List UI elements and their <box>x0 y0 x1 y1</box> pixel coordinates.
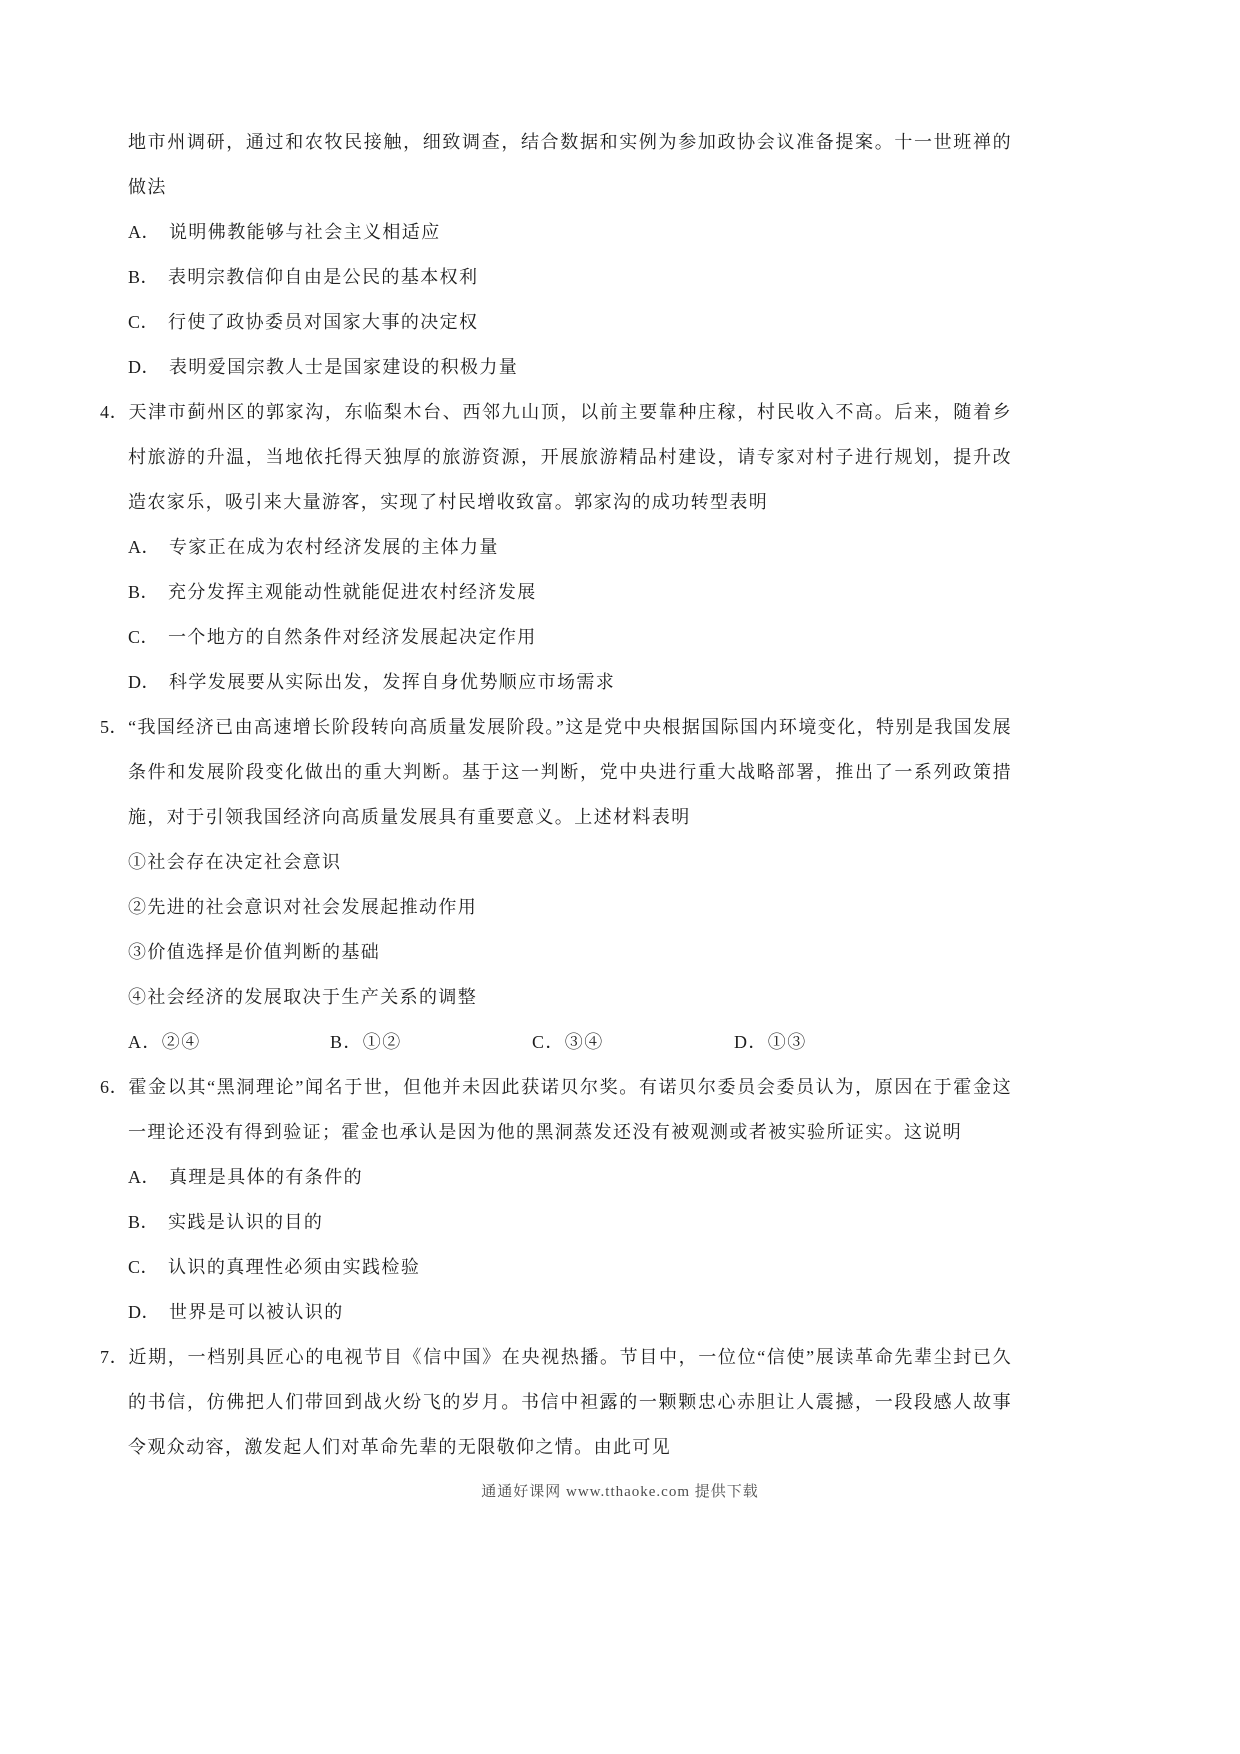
question-text: “我国经济已由高速增长阶段转向高质量发展阶段。”这是党中央根据国际国内环境变化，特别是我国发展条件和发展阶段变化做出的重大判断。基于这一判断，党中央进行重大战略部署，推出了一系列政策措施，对于引领我国经济向高质量发展具有重要意义。上述材料表明 <box>128 717 1013 827</box>
option-label: D． <box>128 1302 160 1322</box>
question-block <box>100 1335 1012 1470</box>
option-line <box>100 1200 1012 1245</box>
choices-row <box>100 1020 1012 1065</box>
question-number: 5． <box>100 717 129 737</box>
option-text: 行使了政协委员对国家大事的决定权 <box>168 312 479 332</box>
option-line <box>100 255 1012 300</box>
question-block <box>100 1065 1012 1155</box>
option-text: 充分发挥主观能动性就能促进农村经济发展 <box>168 582 537 602</box>
footer-text: 通通好课网 www.tthaoke.com 提供下载 <box>481 1484 759 1500</box>
choice-item: B．①② <box>330 1032 402 1052</box>
option-label: A． <box>128 1167 160 1187</box>
option-label: D． <box>128 357 160 377</box>
statement-line: ④社会经济的发展取决于生产关系的调整 <box>128 987 478 1007</box>
option-line <box>100 1245 1012 1290</box>
option-label: C． <box>128 312 160 332</box>
option-line <box>100 1155 1012 1200</box>
option-line <box>100 210 1012 255</box>
option-label: C． <box>128 627 160 647</box>
option-text: 表明宗教信仰自由是公民的基本权利 <box>168 267 479 287</box>
question-number: 4． <box>100 402 129 422</box>
question-number: 6． <box>100 1077 129 1097</box>
option-line <box>100 525 1012 570</box>
option-label: D． <box>128 672 160 692</box>
option-text: 一个地方的自然条件对经济发展起决定作用 <box>168 627 537 647</box>
choice-item: C．③④ <box>532 1032 604 1052</box>
continuation-text: 地市州调研，通过和农牧民接触，细致调查，结合数据和实例为参加政协会议准备提案。十一世班禅的做法 <box>128 132 1012 197</box>
option-line <box>100 1290 1012 1335</box>
option-line <box>100 615 1012 660</box>
option-line <box>100 300 1012 345</box>
option-text: 专家正在成为农村经济发展的主体力量 <box>169 537 499 557</box>
option-label: A． <box>128 537 160 557</box>
option-text: 说明佛教能够与社会主义相适应 <box>169 222 441 242</box>
option-line <box>100 345 1012 390</box>
statement-line: ③价值选择是价值判断的基础 <box>128 942 381 962</box>
page-footer <box>0 1480 1240 1501</box>
question-text: 天津市蓟州区的郭家沟，东临梨木台、西邻九山顶，以前主要靠种庄稼，村民收入不高。后来，随着乡村旅游的升温，当地依托得天独厚的旅游资源，开展旅游精品村建设，请专家对村子进行规划，提升改造农家乐，吸引来大量游客，实现了村民增收致富。郭家沟的成功转型表明 <box>128 402 1013 512</box>
option-label: C． <box>128 1257 160 1277</box>
question-text: 近期，一档别具匠心的电视节目《信中国》在央视热播。节目中，一位位“信使”展读革命先辈尘封已久的书信，仿佛把人们带回到战火纷飞的岁月。书信中袒露的一颗颗忠心赤胆让人震撼，一段段感人故事令观众动容，激发起人们对革命先辈的无限敬仰之情。由此可见 <box>128 1347 1013 1457</box>
option-label: B． <box>128 267 160 287</box>
option-text: 真理是具体的有条件的 <box>169 1167 363 1187</box>
option-line <box>100 660 1012 705</box>
choice-item: D．①③ <box>734 1032 807 1052</box>
question-block <box>100 390 1012 525</box>
option-text: 实践是认识的目的 <box>168 1212 324 1232</box>
option-text: 世界是可以被认识的 <box>169 1302 344 1322</box>
option-text: 认识的真理性必须由实践检验 <box>168 1257 421 1277</box>
option-label: B． <box>128 582 160 602</box>
statement-line: ②先进的社会意识对社会发展起推动作用 <box>128 897 478 917</box>
question-block <box>100 705 1012 840</box>
choice-item: A．②④ <box>128 1032 201 1052</box>
option-text: 科学发展要从实际出发，发挥自身优势顺应市场需求 <box>169 672 616 692</box>
question-number: 7． <box>100 1347 129 1367</box>
option-label: B． <box>128 1212 160 1232</box>
option-label: A． <box>128 222 160 242</box>
option-text: 表明爱国宗教人士是国家建设的积极力量 <box>169 357 519 377</box>
option-line <box>100 570 1012 615</box>
document-body <box>100 120 1012 1470</box>
statement-line: ①社会存在决定社会意识 <box>128 852 342 872</box>
question-text: 霍金以其“黑洞理论”闻名于世，但他并未因此获诺贝尔奖。有诺贝尔委员会委员认为，原因在于霍金这一理论还没有得到验证；霍金也承认是因为他的黑洞蒸发还没有被观测或者被实验所证实。这说明 <box>128 1077 1013 1142</box>
